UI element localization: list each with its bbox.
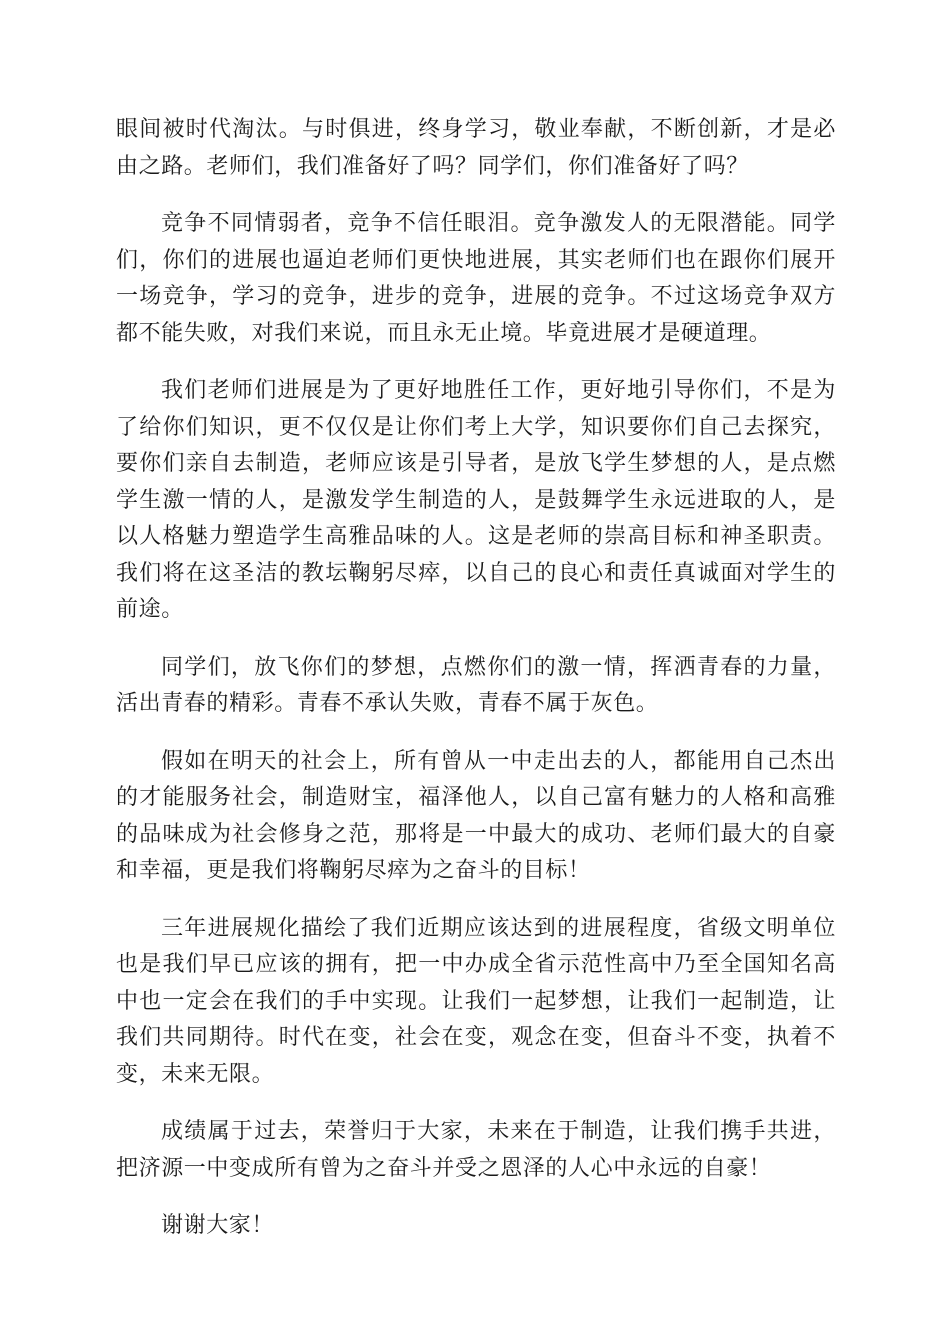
paragraph-3: 我们老师们进展是为了更好地胜任工作，更好地引导你们，不是为了给你们知识，更不仅仅是让你们考上大学，知识要你们自己去探究，要你们亲自去制造，老师应该是引导者，是放飞学生梦想的人，是点燃学生激一情的人，是激发学生制造的人，是鼓舞学生永远进取的人，是以人格魅力塑造学生高雅品味的人。这是老师的崇高目标和神圣职责。我们将在这圣洁的教坛鞠躬尽瘁，以自己的良心和责任真诚面对学生的前途。 xyxy=(116,378,836,622)
paragraph-6: 三年进展规化描绘了我们近期应该达到的进展程度，省级文明单位也是我们早已应该的拥有，把一中办成全省示范性高中乃至全国知名高中也一定会在我们的手中实现。让我们一起梦想，让我们一起制造，让我们共同期待。时代在变，社会在变，观念在变，但奋斗不变，执着不变，未来无限。 xyxy=(116,915,836,1087)
paragraph-7: 成绩属于过去，荣誉归于大家，未来在于制造，让我们携手共进，把济源一中变成所有曾为之奋斗并受之恩泽的人心中永远的自豪！ xyxy=(116,1119,836,1181)
paragraph-8: 谢谢大家！ xyxy=(161,1213,275,1238)
paragraph-2: 竞争不同情弱者，竞争不信任眼泪。竞争激发人的无限潜能。同学们，你们的进展也逼迫老师们更快地进展，其实老师们也在跟你们展开一场竞争，学习的竞争，进步的竞争，进展的竞争。不过这场竞争双方都不能失败，对我们来说，而且永无止境。毕竟进展才是硬道理。 xyxy=(116,211,836,346)
paragraph-4: 同学们，放飞你们的梦想，点燃你们的激一情，挥洒青春的力量，活出青春的精彩。青春不承认失败，青春不属于灰色。 xyxy=(116,654,836,716)
document-body xyxy=(116,112,836,1266)
paragraph-5: 假如在明天的社会上，所有曾从一中走出去的人，都能用自己杰出的才能服务社会，制造财宝，福泽他人，以自己富有魅力的人格和高雅的品味成为社会修身之范，那将是一中最大的成功、老师们最大的自豪和幸福，更是我们将鞠躬尽瘁为之奋斗的目标！ xyxy=(116,748,836,883)
paragraph-1: 眼间被时代淘汰。与时俱进，终身学习，敬业奉献，不断创新，才是必由之路。老师们，我们准备好了吗？同学们，你们准备好了吗？ xyxy=(116,117,836,179)
